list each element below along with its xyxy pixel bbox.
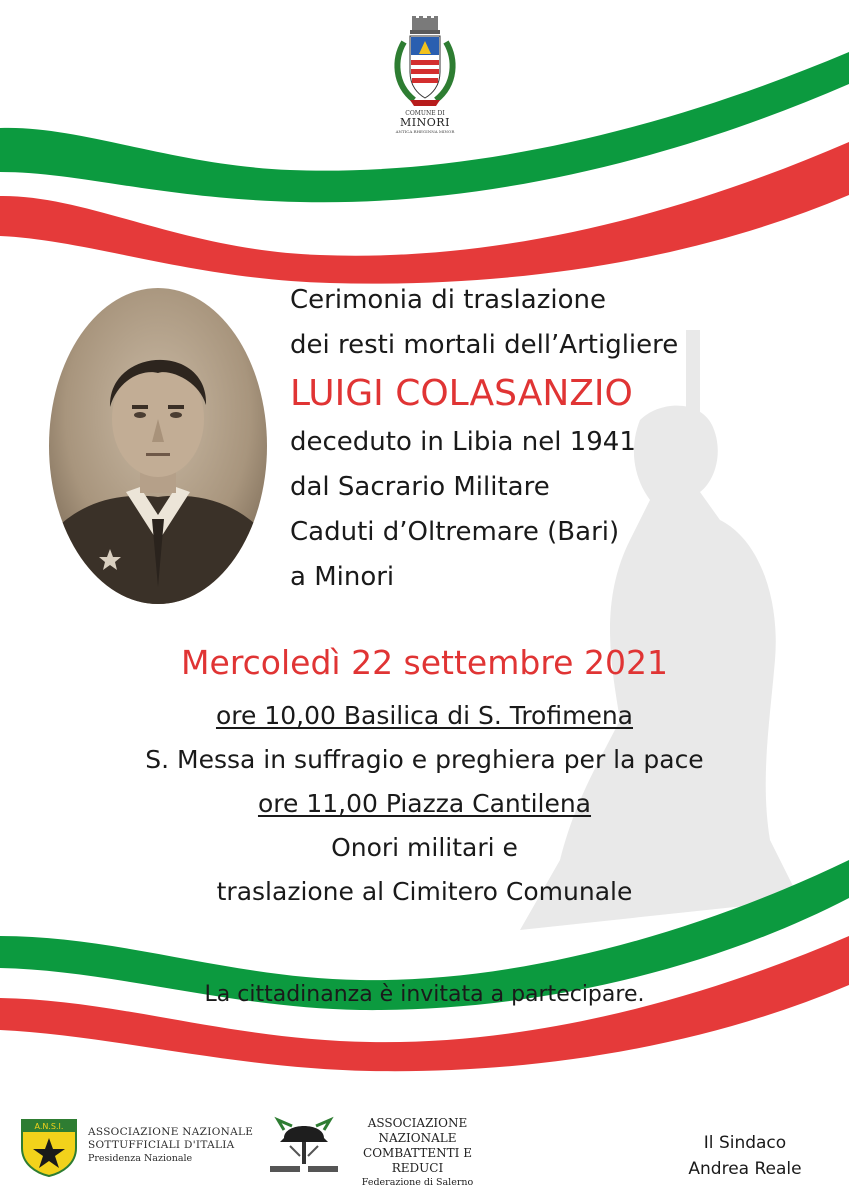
mayor-signature [660,1130,830,1182]
ancr-name-line2: COMBATTENTI E REDUCI [363,1146,472,1175]
event-details [0,632,849,914]
ansi-name-line1: ASSOCIAZIONE NAZIONALE [88,1126,254,1138]
schedule-desc-2a: Onori militari e [331,833,518,862]
intro-line-remains: dei resti mortali dell’Artigliere [290,330,679,360]
crest-caption-minori: MINORI [400,116,450,129]
portrait-photo [48,287,268,605]
schedule-time-1 [0,694,849,738]
crest-motto: ANTICA RHEGINNA MINOR [395,129,455,134]
schedule-time-2-text: ore 11,00 Piazza Cantilena [257,789,592,818]
ancr-name-line1: ASSOCIAZIONE NAZIONALE [367,1116,468,1145]
ancr-helmet-logo-icon [270,1108,338,1176]
minori-coat-of-arms-icon [384,14,466,114]
ceremony-intro [290,278,810,600]
invitation-text: La cittadinanza è invitata a partecipare. [204,982,645,1007]
mayor-name: Andrea Reale [688,1159,802,1179]
ansi-association [88,1126,253,1165]
mayor-title: Il Sindaco [703,1133,787,1153]
intro-line-caduti: Caduti d’Oltremare (Bari) [290,517,620,547]
ansi-shield-logo-icon [20,1118,78,1178]
intro-line-destination: a Minori [290,562,395,592]
schedule-desc-1: S. Messa in suffragio e preghiera per la pace [145,745,704,774]
municipal-crest [384,14,466,134]
intro-line-deceased: deceduto in Libia nel 1941 [290,427,636,457]
intro-line-sacrario: dal Sacrario Militare [290,472,550,502]
ancr-association [340,1116,495,1189]
intro-line-ceremony: Cerimonia di traslazione [290,285,606,315]
ansi-name-line2: SOTTUFFICIALI D'ITALIA [88,1139,235,1151]
crest-caption-comune: COMUNE DI [405,110,445,117]
schedule-time-2 [0,782,849,826]
ansi-badge-text: A.N.S.I. [34,1122,64,1131]
ancr-name-line3: Federazione di Salerno [361,1177,474,1188]
soldier-name: LUIGI COLASANZIO [290,373,633,414]
schedule-desc-2b: traslazione al Cimitero Comunale [216,877,633,906]
ansi-name-line3: Presidenza Nazionale [88,1153,193,1164]
event-date: Mercoledì 22 settembre 2021 [181,643,668,682]
schedule-time-1-text: ore 10,00 Basilica di S. Trofimena [215,701,633,730]
